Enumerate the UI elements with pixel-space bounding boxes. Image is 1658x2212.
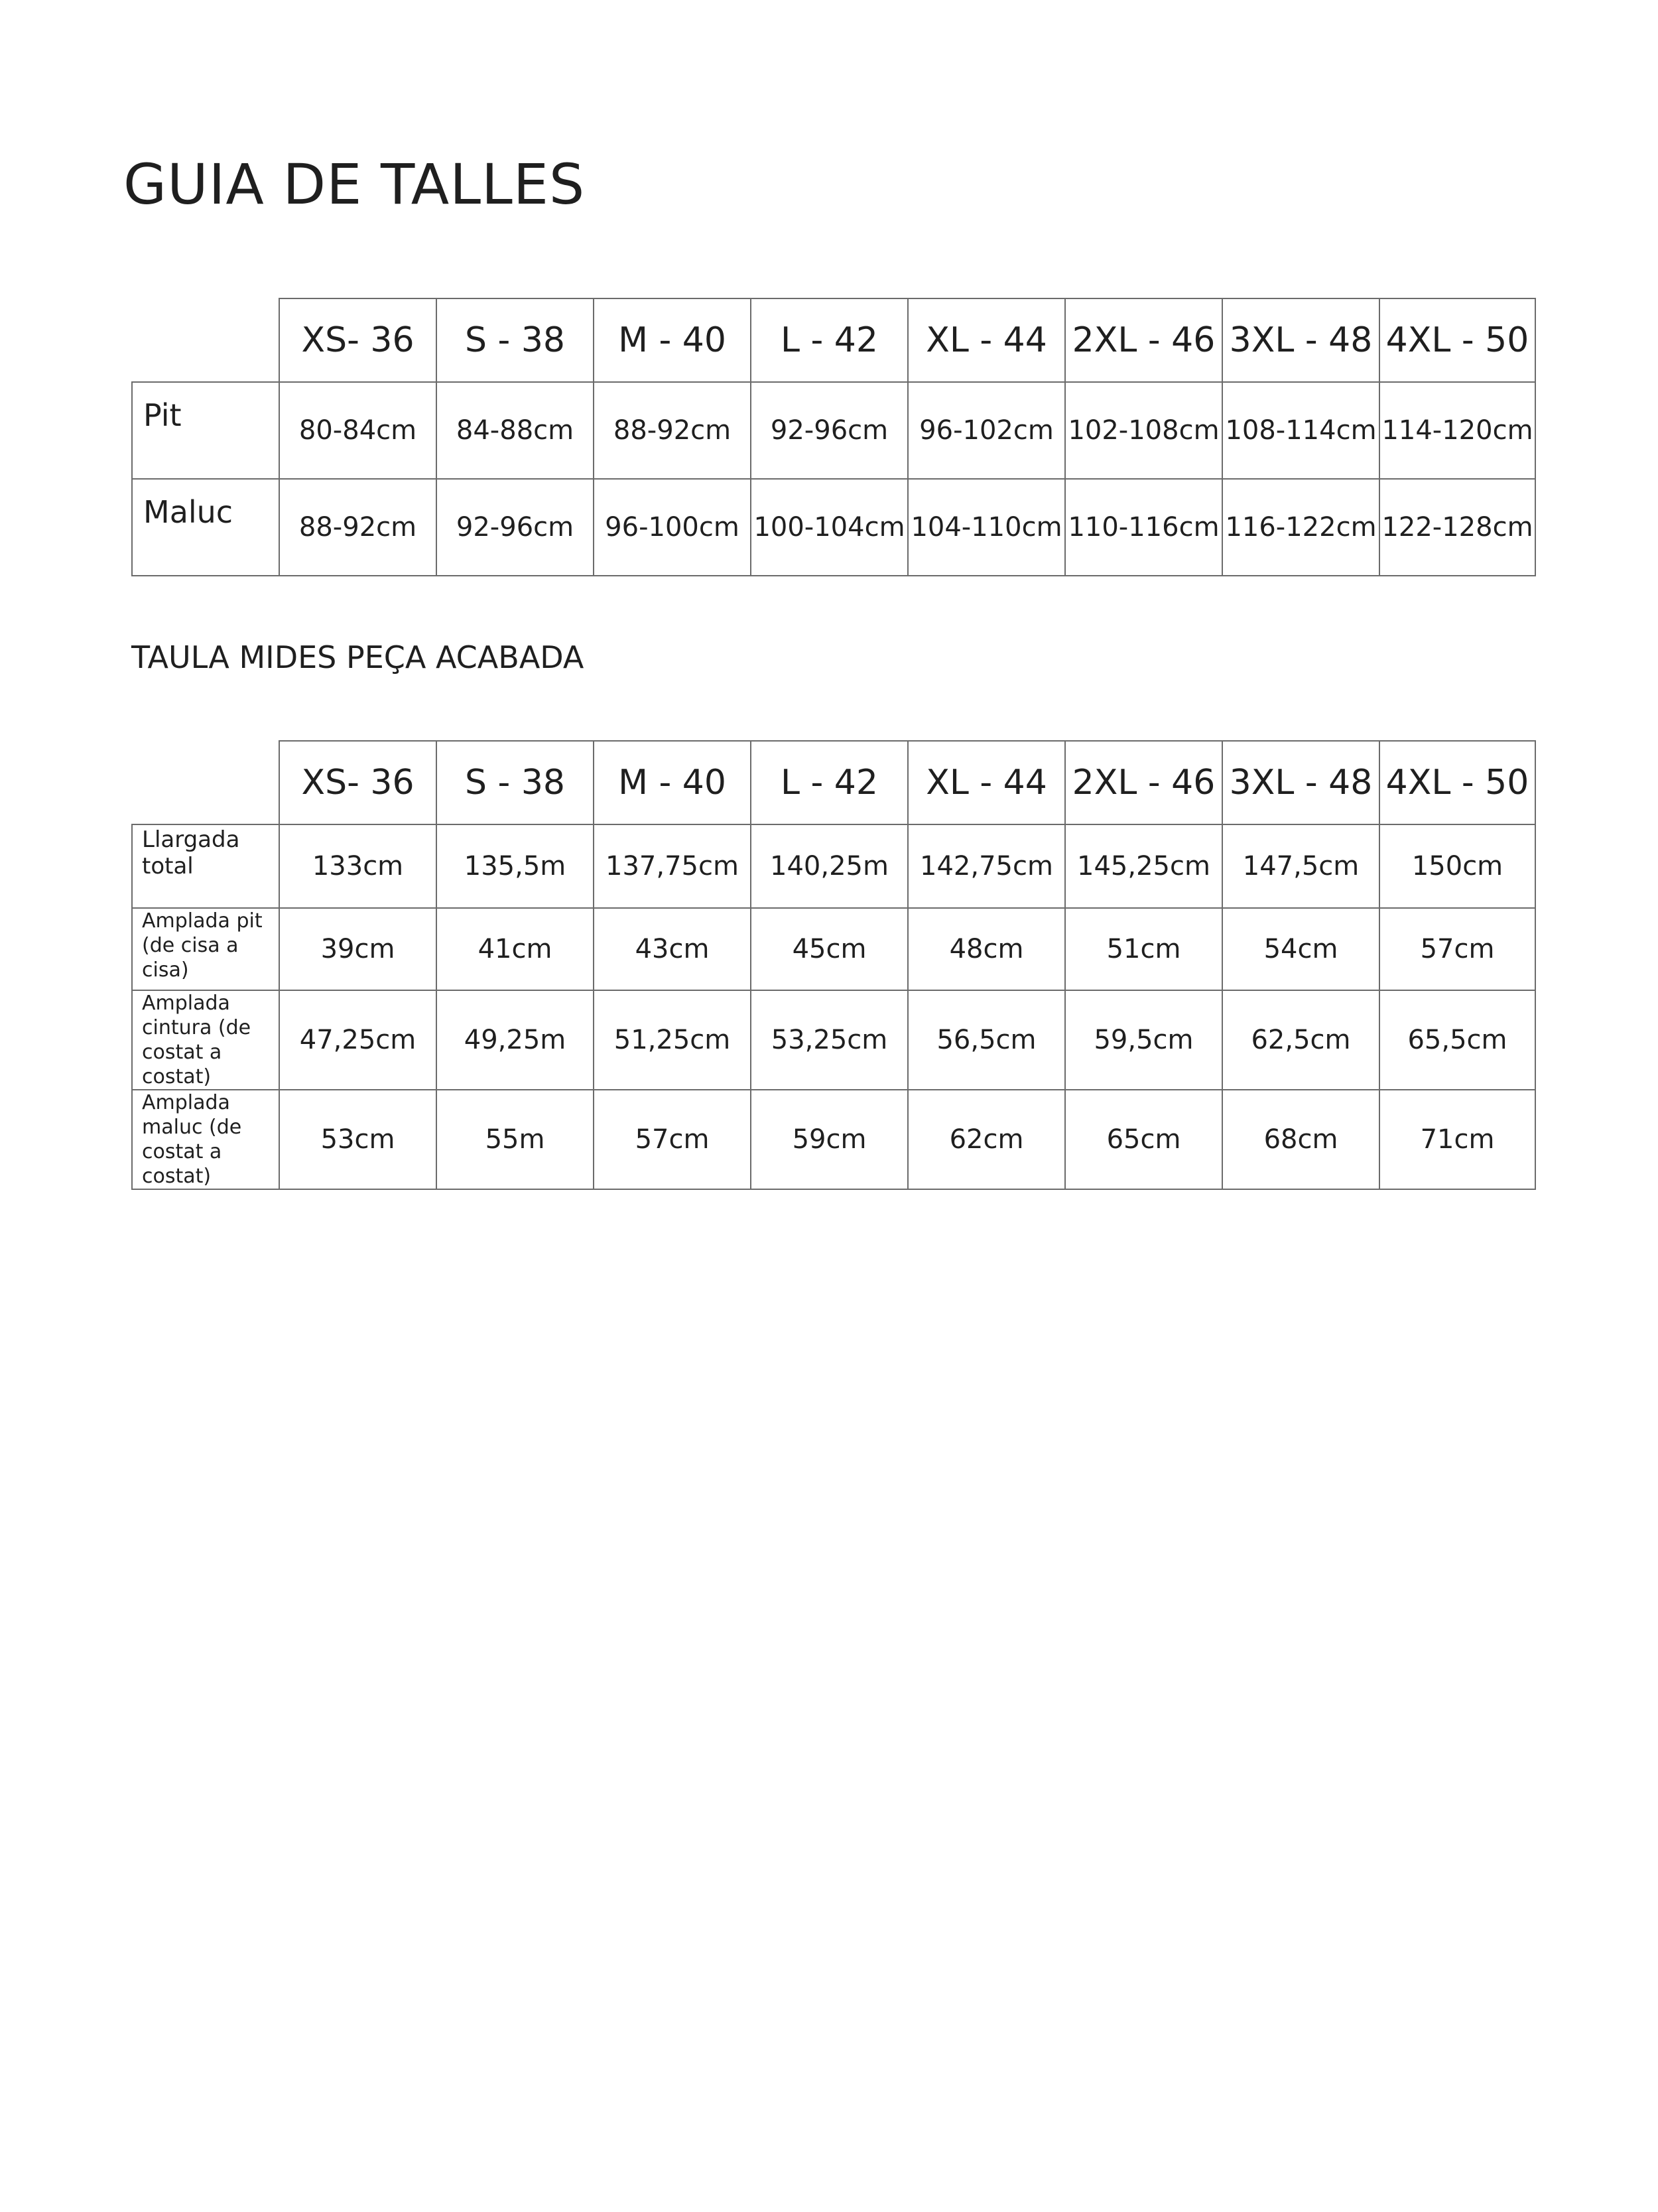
row-label: Amplada pit (de cisa a cisa) [132, 908, 279, 990]
table-cell: 54cm [1222, 908, 1379, 990]
table-cell: 68cm [1222, 1090, 1379, 1189]
table-cell: 140,25m [751, 824, 908, 908]
size-header: 4XL - 50 [1379, 741, 1535, 824]
table-cell: 53,25cm [751, 990, 908, 1090]
row-label: Maluc [132, 479, 279, 576]
table-cell: 116-122cm [1222, 479, 1379, 576]
table-cell: 133cm [279, 824, 436, 908]
size-header: M - 40 [594, 741, 751, 824]
table-cell: 104-110cm [908, 479, 1065, 576]
size-header-row [132, 741, 1535, 824]
finished-size-table [131, 740, 1536, 1190]
table-cell: 137,75cm [594, 824, 751, 908]
table-cell: 145,25cm [1065, 824, 1222, 908]
table-cell: 88-92cm [594, 382, 751, 479]
size-header: XL - 44 [908, 298, 1065, 382]
size-header: M - 40 [594, 298, 751, 382]
table-row-amplada-pit [132, 908, 1535, 990]
table-cell: 47,25cm [279, 990, 436, 1090]
table-cell: 53cm [279, 1090, 436, 1189]
table-cell: 96-102cm [908, 382, 1065, 479]
corner-cell [132, 298, 279, 382]
table-row-llargada [132, 824, 1535, 908]
size-header: XS- 36 [279, 741, 436, 824]
table-cell: 92-96cm [751, 382, 908, 479]
table-cell: 57cm [1379, 908, 1535, 990]
table-row-pit [132, 382, 1535, 479]
table-cell: 43cm [594, 908, 751, 990]
table-cell: 96-100cm [594, 479, 751, 576]
table-cell: 150cm [1379, 824, 1535, 908]
size-header: 3XL - 48 [1222, 741, 1379, 824]
size-header: L - 42 [751, 298, 908, 382]
row-label: Amplada maluc (de costat a costat) [132, 1090, 279, 1189]
table-cell: 135,5m [436, 824, 594, 908]
row-label: Llargada total [132, 824, 279, 908]
size-header: S - 38 [436, 298, 594, 382]
table-cell: 41cm [436, 908, 594, 990]
table-cell: 84-88cm [436, 382, 594, 479]
row-label: Pit [132, 382, 279, 479]
table-cell: 147,5cm [1222, 824, 1379, 908]
table-cell: 142,75cm [908, 824, 1065, 908]
size-header: L - 42 [751, 741, 908, 824]
table-cell: 88-92cm [279, 479, 436, 576]
table-cell: 100-104cm [751, 479, 908, 576]
table-cell: 80-84cm [279, 382, 436, 479]
table-cell: 56,5cm [908, 990, 1065, 1090]
size-header: 2XL - 46 [1065, 741, 1222, 824]
table-row-amplada-maluc [132, 1090, 1535, 1189]
row-label: Amplada cintura (de costat a costat) [132, 990, 279, 1090]
table-cell: 51cm [1065, 908, 1222, 990]
size-header: S - 38 [436, 741, 594, 824]
table-row-amplada-cintura [132, 990, 1535, 1090]
table-cell: 51,25cm [594, 990, 751, 1090]
table-cell: 49,25m [436, 990, 594, 1090]
body-size-table [131, 298, 1536, 576]
table-cell: 108-114cm [1222, 382, 1379, 479]
table-cell: 62,5cm [1222, 990, 1379, 1090]
table-cell: 122-128cm [1379, 479, 1535, 576]
table-cell: 59,5cm [1065, 990, 1222, 1090]
size-header: 4XL - 50 [1379, 298, 1535, 382]
table-cell: 62cm [908, 1090, 1065, 1189]
table-cell: 55m [436, 1090, 594, 1189]
table-cell: 39cm [279, 908, 436, 990]
table-row-maluc [132, 479, 1535, 576]
table-cell: 102-108cm [1065, 382, 1222, 479]
size-header: 3XL - 48 [1222, 298, 1379, 382]
size-header: 2XL - 46 [1065, 298, 1222, 382]
table-cell: 57cm [594, 1090, 751, 1189]
table-cell: 110-116cm [1065, 479, 1222, 576]
table-cell: 45cm [751, 908, 908, 990]
table-cell: 65cm [1065, 1090, 1222, 1189]
table-cell: 114-120cm [1379, 382, 1535, 479]
size-header: XL - 44 [908, 741, 1065, 824]
section-title: TAULA MIDES PEÇA ACABADA [131, 639, 584, 675]
table-cell: 65,5cm [1379, 990, 1535, 1090]
page-title: GUIA DE TALLES [123, 152, 586, 217]
size-header: XS- 36 [279, 298, 436, 382]
corner-cell [132, 741, 279, 824]
table-cell: 71cm [1379, 1090, 1535, 1189]
table-cell: 48cm [908, 908, 1065, 990]
table-cell: 59cm [751, 1090, 908, 1189]
table-cell: 92-96cm [436, 479, 594, 576]
size-header-row [132, 298, 1535, 382]
